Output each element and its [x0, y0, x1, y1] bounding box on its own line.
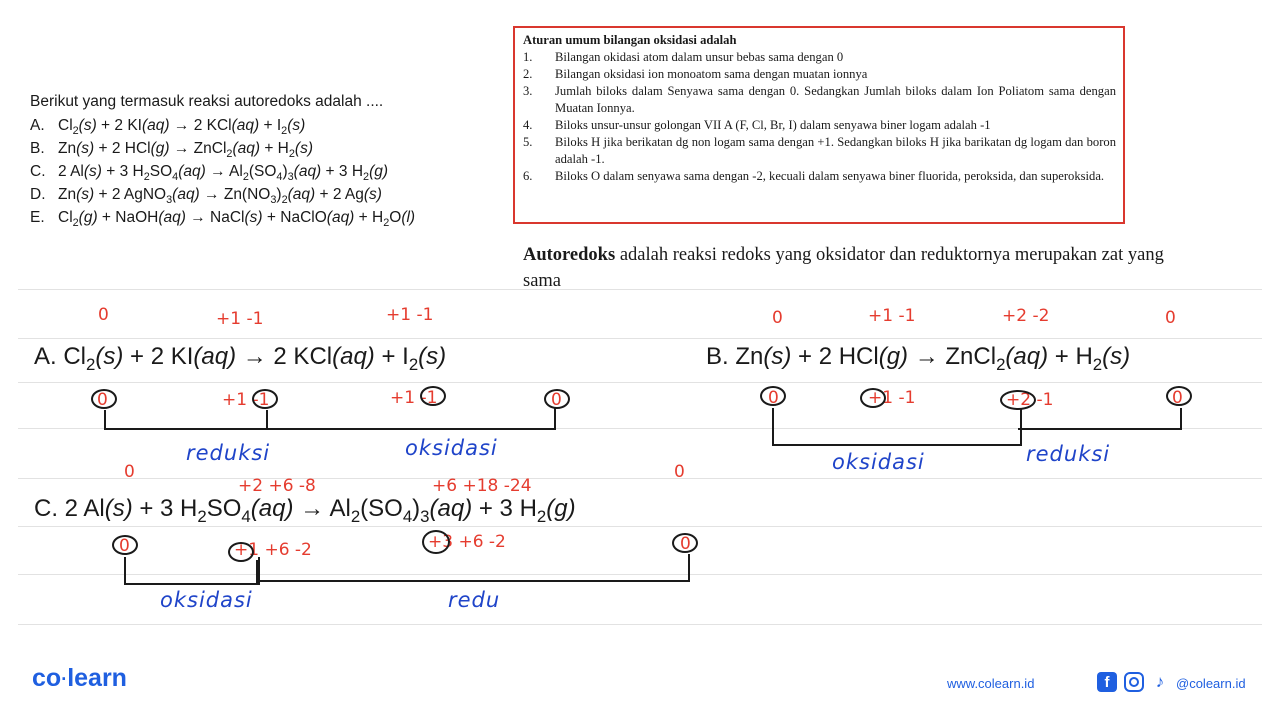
c-bot-3: 0 [680, 534, 691, 554]
option-label: B. [30, 140, 45, 157]
colearn-logo [32, 664, 127, 693]
option-equation: Zn(s) + 2 AgNO$_3$(aq) → $Zn(NO_3)_2(aq) + 2$ Ag(s) [58, 186, 382, 207]
definition-term: Autoredoks [523, 245, 616, 265]
rule-item [523, 83, 1116, 117]
ruled-line [18, 526, 1262, 527]
option-a [30, 118, 500, 141]
rule-number: 3. [523, 84, 533, 98]
bracket-b-left [772, 408, 1022, 446]
rule-item [523, 168, 1116, 185]
a-top-1: +1 -1 [216, 309, 264, 329]
c-top-2: +6 +18 -24 [432, 476, 532, 496]
rule-number: 6. [523, 169, 533, 183]
rule-text: Biloks H jika berikatan dg non logam sama dengan +1. Sedangkan biloks H jika barikatan dg logam dan boron adalah -1. [555, 135, 1116, 166]
b-label-reduksi: reduksi [1026, 442, 1111, 466]
b-top-0: 0 [772, 308, 783, 328]
circle-mark [672, 533, 698, 553]
definition-text: adalah reaksi redoks yang oksidator dan reduktornya merupakan zat yang sama [523, 245, 1164, 291]
b-bot-1: +1 -1 [868, 388, 916, 408]
option-b [30, 141, 500, 164]
a-bot-1: +1 -1 [222, 390, 270, 410]
bracket-c-right [256, 554, 690, 582]
rule-number: 4. [523, 118, 533, 132]
equation-c: C. 2 Al(s) + 3 $H_2SO_4(aq) \to Al_2(SO_4)_3(aq) + 3$ $H_2(g)$ [34, 495, 576, 526]
b-top-1: +1 -1 [868, 306, 916, 326]
bracket-b-right [1018, 408, 1182, 430]
c-top-0: 0 [124, 462, 135, 482]
a-top-2: +1 -1 [386, 305, 434, 325]
circle-mark [1166, 386, 1192, 406]
instagram-icon[interactable] [1124, 672, 1144, 692]
circle-mark [760, 386, 786, 406]
a-label-oksidasi: oksidasi [405, 436, 498, 460]
social-handle[interactable]: @colearn.id [1176, 676, 1246, 691]
b-bot-0: 0 [768, 388, 779, 408]
c-top-3: 0 [674, 462, 685, 482]
b-top-3: 0 [1165, 308, 1176, 328]
ruled-line [18, 338, 1262, 339]
c-bot-2: +3 +6 -2 [428, 532, 506, 552]
rule-item [523, 66, 1116, 83]
equation-a: A. $Cl_2(s) + 2$ KI(aq) → 2 $KCl(aq) + I_2(s)$ [34, 343, 447, 374]
ruled-line [18, 624, 1262, 625]
rule-number: 1. [523, 50, 533, 64]
c-label-oksidasi: oksidasi [160, 588, 253, 612]
c-bot-1: +1 +6 -2 [234, 540, 312, 560]
c-bot-0: 0 [119, 536, 130, 556]
question-block [30, 94, 500, 233]
rule-item [523, 134, 1116, 168]
tiktok-icon[interactable]: ♪ [1155, 672, 1165, 691]
rule-number: 2. [523, 67, 533, 81]
question-title: Berikut yang termasuk reaksi autoredoks adalah .... [30, 93, 384, 110]
equation-b: B. Zn(s) + 2 HCl(g) → ZnCl$_2$(aq) + $H_2(s)$ [706, 343, 1131, 374]
facebook-icon[interactable]: f [1097, 672, 1117, 692]
circle-mark [91, 389, 117, 409]
brand-co: co [32, 664, 62, 692]
rule-text: Bilangan okidasi atom dalam unsur bebas sama dengan 0 [555, 50, 844, 64]
option-equation: $Cl_2(g)$ + NaOH(aq) → NaCl(s) + NaClO(aq) + $H_2O(l)$ [58, 209, 416, 230]
circle-mark [860, 388, 886, 408]
bracket-a-right [264, 408, 556, 430]
option-label: C. [30, 163, 46, 180]
circle-mark [1000, 390, 1036, 410]
circle-mark [544, 389, 570, 409]
option-label: A. [30, 117, 45, 134]
a-top-0: 0 [98, 305, 109, 325]
option-label: D. [30, 186, 46, 203]
circle-mark [420, 386, 446, 406]
ruled-line [18, 478, 1262, 479]
option-equation: $Cl_2(s) + 2$ KI(aq) → 2 $KCl(aq) + I_2(s)$ [58, 117, 306, 138]
circle-mark [422, 530, 450, 554]
circle-mark [252, 389, 278, 409]
ruled-line [18, 382, 1262, 383]
a-bot-3: 0 [551, 390, 562, 410]
option-label: E. [30, 209, 45, 226]
rules-title: Aturan umum bilangan oksidasi adalah [523, 33, 737, 47]
c-label-redu: redu [448, 588, 501, 612]
a-label-reduksi: reduksi [186, 441, 271, 465]
bracket-a-left [104, 410, 268, 430]
rule-text: Biloks unsur-unsur golongan VII A (F, Cl, Br, I) dalam senyawa biner logam adalah -1 [555, 118, 991, 132]
bracket-c-left [124, 557, 260, 585]
a-bot-2: +1 -1 [390, 388, 438, 408]
option-d [30, 187, 500, 210]
rule-text: Jumlah biloks dalam Senyawa sama dengan 0. Sedangkan Jumlah biloks dalam Ion Poliatom sama dengan Muatan Ionnya. [555, 84, 1116, 115]
circle-mark [112, 535, 138, 555]
c-top-1: +2 +6 -8 [238, 476, 316, 496]
rule-text: Bilangan oksidasi ion monoatom sama dengan muatan ionnya [555, 67, 868, 81]
rule-number: 5. [523, 135, 533, 149]
option-equation: 2 Al(s) + 3 $H_2SO_4(aq) \to Al_2(SO_4)_3(aq) + 3$ $H_2(g)$ [58, 163, 389, 184]
brand-dot: · [61, 668, 68, 689]
option-equation: Zn(s) + 2 HCl(g) → ZnCl$_2$(aq) + $H_2(s)$ [58, 140, 313, 161]
b-label-oksidasi: oksidasi [832, 450, 925, 474]
rule-item [523, 117, 1116, 134]
b-bot-3: 0 [1172, 388, 1183, 408]
bracket-c-stem [256, 560, 258, 584]
website-link[interactable]: www.colearn.id [947, 676, 1035, 691]
oxidation-rules-box [513, 26, 1125, 224]
rule-item [523, 49, 1116, 66]
a-bot-0: 0 [97, 390, 108, 410]
rule-text: Biloks O dalam senyawa sama dengan -2, kecuali dalam senyawa biner fluorida, peroksida, dan superoksida. [555, 169, 1105, 183]
b-top-2: +2 -2 [1002, 306, 1050, 326]
option-e [30, 210, 500, 233]
autoredoks-definition [523, 242, 1203, 294]
brand-learn: learn [67, 664, 127, 692]
option-c [30, 164, 500, 187]
b-bot-2: +2 -1 [1006, 390, 1054, 410]
